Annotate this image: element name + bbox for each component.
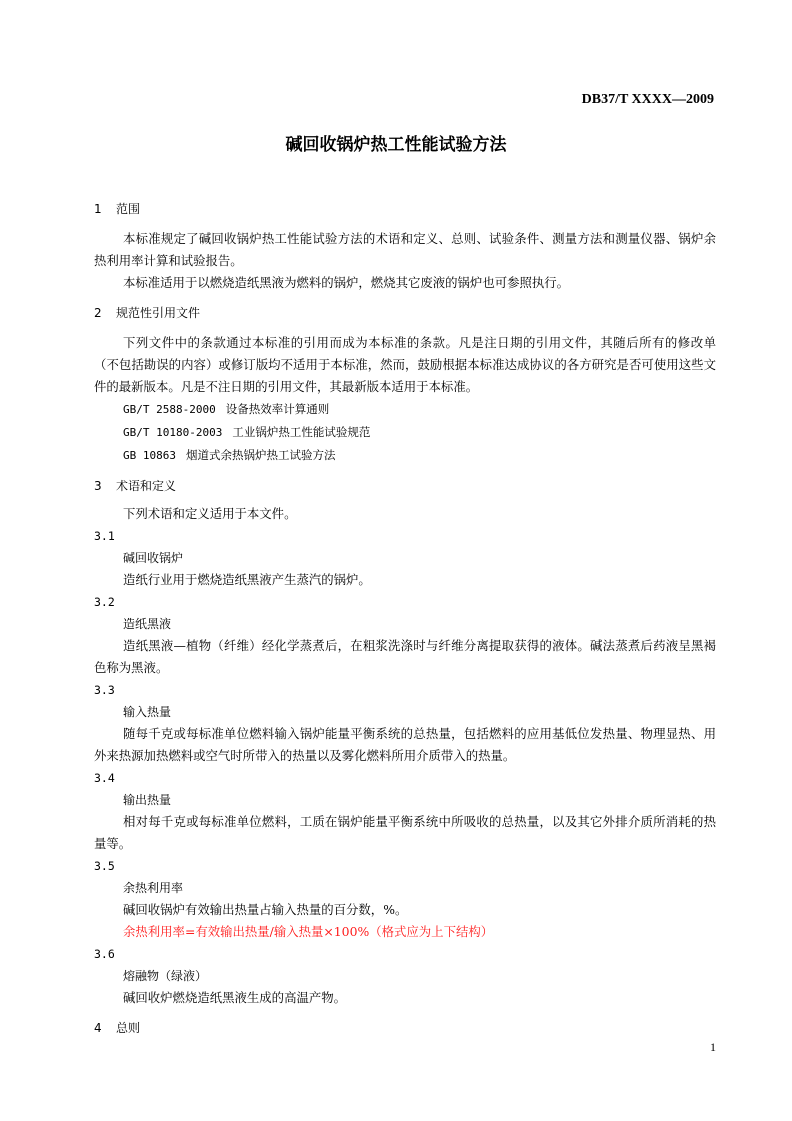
term-definition: 碱回收炉燃烧造纸黑液生成的高温产物。	[123, 990, 347, 1005]
term-definition: 造纸黑液—植物（纤维）经化学蒸煮后，在粗浆洗涤时与纤维分离提取获得的液体。碱法蒸煮后药液呈黑褐色称为黑液。	[94, 638, 716, 675]
term-name: 造纸黑液	[123, 617, 172, 631]
reference-item	[94, 398, 716, 421]
section-heading-4	[94, 1017, 716, 1039]
section-heading-3	[94, 475, 716, 497]
paragraph: 本标准规定了碱回收锅炉热工性能试验方法的术语和定义、总则、试验条件、测量方法和测量仪器、锅炉余热利用率计算和试验报告。	[94, 231, 716, 268]
document-body	[94, 198, 716, 1039]
section-number: 1	[94, 202, 102, 216]
section-number: 2	[94, 306, 102, 320]
term-number: 3.1	[94, 529, 115, 543]
standard-code: DB37/T XXXX—2009	[581, 92, 714, 107]
reference-name: 烟道式余热锅炉热工试验方法	[185, 448, 336, 462]
term-name: 熔融物（绿液）	[123, 969, 208, 983]
term-number: 3.4	[94, 771, 115, 785]
section-title: 范围	[116, 202, 141, 216]
section-heading-2	[94, 302, 716, 324]
document-title: 碱回收锅炉热工性能试验方法	[285, 135, 507, 155]
formula-note: 余热利用率=有效输出热量/输入热量×100%（格式应为上下结构）	[123, 924, 494, 939]
paragraph: 下列术语和定义适用于本文件。	[123, 506, 297, 521]
section-heading-1	[94, 198, 716, 220]
term-name: 碱回收锅炉	[123, 551, 184, 565]
reference-name: 工业锅炉热工性能试验规范	[232, 425, 371, 439]
reference-code: GB 10863	[123, 449, 176, 462]
paragraph: 下列文件中的条款通过本标准的引用而成为本标准的条款。凡是注日期的引用文件，其随后所有的修改单（不包括勘误的内容）或修订版均不适用于本标准，然而，鼓励根据本标准达成协议的各方研究是否可使用这些文件的最新版本。凡是不注日期的引用文件，其最新版本适用于本标准。	[94, 335, 716, 394]
reference-name: 设备热效率计算通则	[225, 402, 330, 416]
term-definition: 造纸行业用于燃烧造纸黑液产生蒸汽的锅炉。	[123, 572, 371, 587]
reference-item	[94, 444, 716, 467]
section-title: 规范性引用文件	[116, 306, 201, 320]
section-number: 3	[94, 479, 102, 493]
term-name: 输出热量	[123, 793, 172, 807]
term-name: 输入热量	[123, 705, 172, 719]
section-number: 4	[94, 1021, 102, 1035]
term-number: 3.2	[94, 595, 115, 609]
reference-item	[94, 421, 716, 444]
term-number: 3.5	[94, 859, 115, 873]
term-number: 3.3	[94, 683, 115, 697]
reference-code: GB/T 10180-2003	[123, 426, 223, 439]
reference-code: GB/T 2588-2000	[123, 403, 216, 416]
term-name: 余热利用率	[123, 881, 184, 895]
term-number: 3.6	[94, 947, 115, 961]
page-number: 1	[710, 1040, 716, 1054]
term-definition: 相对每千克或每标准单位燃料，工质在锅炉能量平衡系统中所吸收的总热量，以及其它外排介质所消耗的热量等。	[94, 814, 716, 851]
paragraph: 本标准适用于以燃烧造纸黑液为燃料的锅炉，燃烧其它废液的锅炉也可参照执行。	[123, 275, 570, 290]
term-definition: 碱回收锅炉有效输出热量占输入热量的百分数，%。	[123, 902, 408, 917]
section-title: 总则	[116, 1021, 141, 1035]
term-definition: 随每千克或每标准单位燃料输入锅炉能量平衡系统的总热量，包括燃料的应用基低位发热量、物理显热、用外来热源加热燃料或空气时所带入的热量以及雾化燃料所用介质带入的热量。	[94, 726, 716, 763]
section-title: 术语和定义	[116, 479, 177, 493]
